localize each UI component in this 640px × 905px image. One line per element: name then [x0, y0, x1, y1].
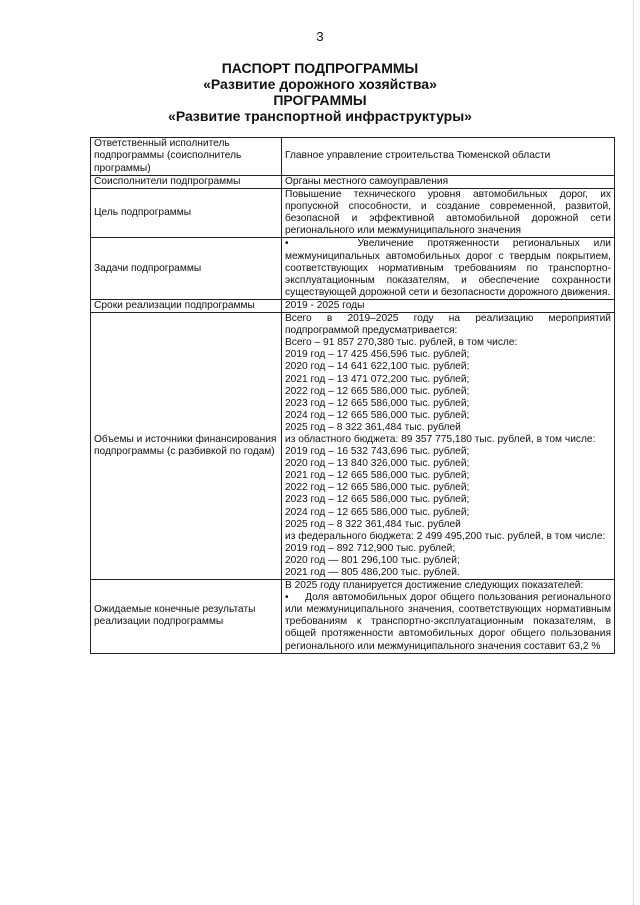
tasks-bullet-text: • Увеличение протяженности региональных или межмуниципальных автомобильных дорог с твердым покрытием, соответствующих нормативным требованиям по транспортно-эксплуатационным показателям, и обеспечение сохранности существующей дорожной сети и безопасности дорожного движения. — [285, 238, 611, 298]
financing-total: Всего – 91 857 270,380 тыс. рублей, в том числе: — [285, 337, 518, 349]
label-terms: Сроки реализации подпрограммы — [91, 299, 282, 312]
financing-regional-year: 2023 год – 12 665 586,000 тыс. рублей; — [285, 494, 470, 506]
row-tasks — [91, 238, 615, 299]
title-line-3: ПРОГРАММЫ — [273, 92, 367, 108]
row-financing — [91, 313, 615, 580]
row-goal — [91, 189, 615, 238]
financing-total-year: 2019 год – 17 425 456,596 тыс. рублей; — [285, 349, 470, 361]
row-results — [91, 580, 615, 654]
row-coexecutors — [91, 176, 615, 189]
value-results — [282, 580, 615, 654]
financing-regional-year: 2024 год – 12 665 586,000 тыс. рублей; — [285, 506, 470, 518]
financing-regional-year: 2025 год – 8 322 361,484 тыс. рублей — [285, 518, 461, 530]
value-tasks — [282, 238, 615, 299]
financing-total-year: 2022 год – 12 665 586,000 тыс. рублей; — [285, 385, 470, 397]
page-number: 3 — [316, 29, 324, 44]
value-terms: 2019 - 2025 годы — [282, 299, 615, 312]
document-title-block — [0, 60, 640, 124]
financing-total-year: 2020 год – 14 641 622,100 тыс. рублей; — [285, 361, 470, 373]
value-financing — [282, 313, 615, 580]
financing-regional-year: 2021 год – 12 665 586,000 тыс. рублей; — [285, 470, 470, 482]
financing-regional-year: 2020 год – 13 840 326,000 тыс. рублей; — [285, 458, 470, 470]
title-line-1: ПАСПОРТ ПОДПРОГРАММЫ — [221, 60, 419, 76]
financing-total-year: 2023 год – 12 665 586,000 тыс. рублей; — [285, 397, 470, 409]
financing-federal: из федерального бюджета: 2 499 495,200 тыс. рублей, в том числе: — [285, 530, 606, 542]
label-results: Ожидаемые конечные результаты реализации подпрограммы — [91, 580, 282, 654]
page-edge-dotted-line — [632, 0, 634, 905]
results-intro: В 2025 году планируется достижение следующих показателей: — [285, 580, 584, 592]
label-goal: Цель подпрограммы — [91, 189, 282, 238]
financing-federal-year: 2019 год – 892 712,900 тыс. рублей; — [285, 542, 456, 554]
financing-regional-year: 2019 год – 16 532 743,696 тыс. рублей; — [285, 446, 470, 458]
value-goal: Повышение технического уровня автомобильных дорог, их пропускной способности, и создание современной, развитой, безопасной и эффективной автомобильной дорожной сети регионального или межмуниципального значения — [282, 189, 615, 238]
value-coexecutors: Органы местного самоуправления — [282, 176, 615, 189]
passport-table — [90, 137, 615, 654]
label-responsible: Ответственный исполнитель подпрограммы (соисполнитель программы) — [91, 138, 282, 176]
value-responsible: Главное управление строительства Тюменской области — [282, 138, 615, 176]
label-tasks: Задачи подпрограммы — [91, 238, 282, 299]
financing-federal-year: 2021 год — 805 486,200 тыс. рублей. — [285, 567, 460, 578]
financing-regional: из областного бюджета: 89 357 775,180 тыс. рублей, в том числе: — [285, 433, 596, 445]
financing-total-year: 2024 год – 12 665 586,000 тыс. рублей; — [285, 409, 470, 421]
financing-federal-year: 2020 год — 801 296,100 тыс. рублей; — [285, 554, 460, 566]
row-responsible — [91, 138, 615, 176]
financing-regional-year: 2022 год – 12 665 586,000 тыс. рублей; — [285, 482, 470, 494]
title-line-4: «Развитие транспортной инфраструктуры» — [168, 108, 472, 124]
label-financing: Объемы и источники финансирования подпрограммы (с разбивкой по годам) — [91, 313, 282, 580]
financing-total-year: 2025 год – 8 322 361,484 тыс. рублей — [285, 421, 461, 433]
label-coexecutors: Соисполнители подпрограммы — [91, 176, 282, 189]
row-terms — [91, 299, 615, 312]
title-line-2: «Развитие дорожного хозяйства» — [203, 76, 437, 92]
results-bullet-text: • Доля автомобильных дорог общего пользования регионального или межмуниципального значения, соответствующих нормативным требованиям к транспортно-эксплуатационным показателям, в общей протяженности автомобильных дорог общего пользования регионального или межмуниципального значения составит 63,2 % — [285, 592, 611, 652]
financing-intro: Всего в 2019–2025 году на реализацию мероприятий подпрограммой предусматривается: — [285, 313, 611, 337]
financing-total-year: 2021 год – 13 471 072,200 тыс. рублей; — [285, 373, 470, 385]
